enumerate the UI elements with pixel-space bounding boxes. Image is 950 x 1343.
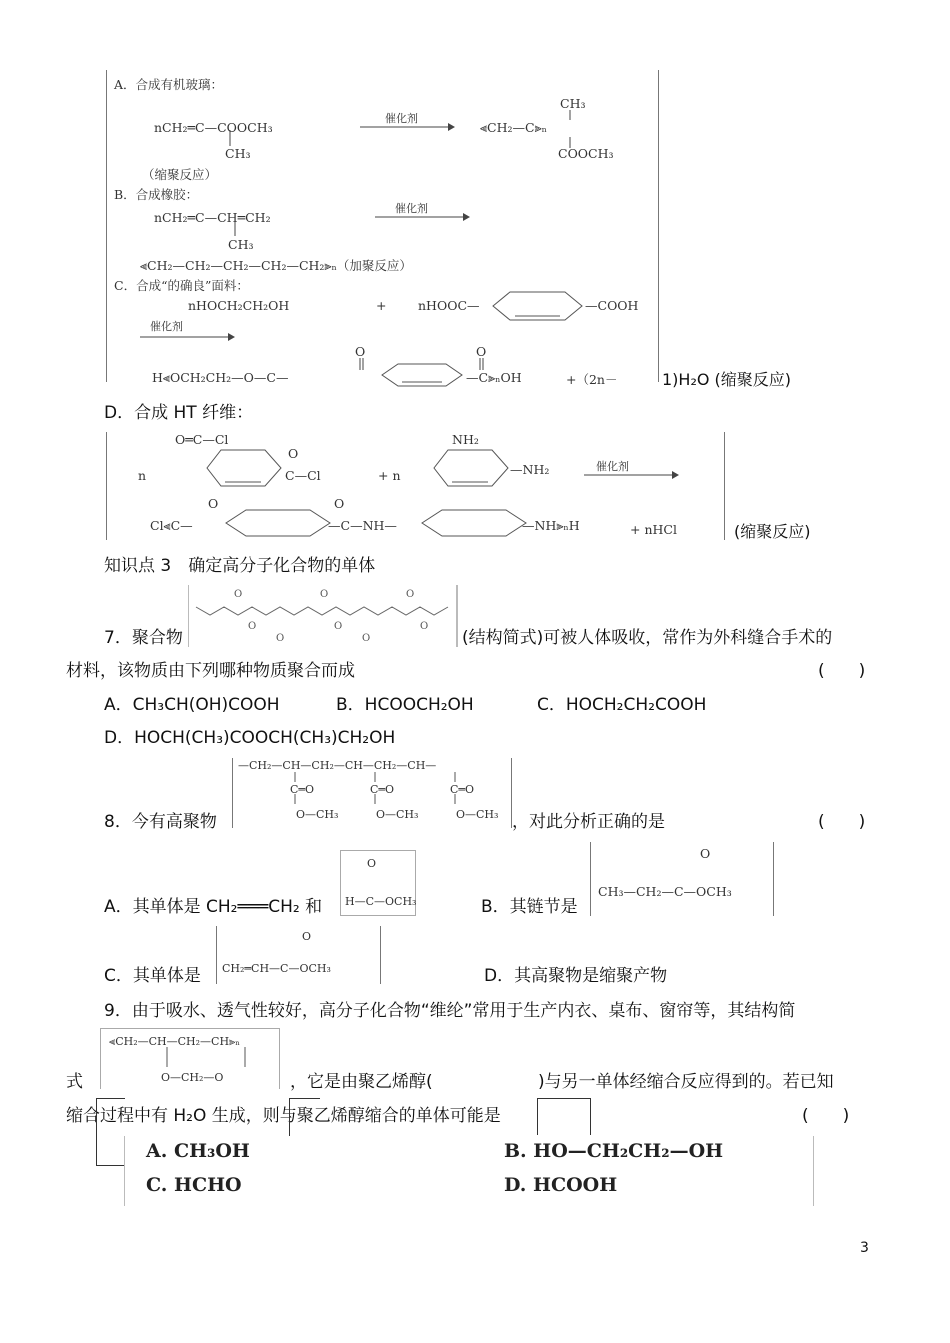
option-d-label: D．合成 HT 纤维： — [104, 403, 254, 423]
scan-frame-right — [537, 1098, 591, 1135]
fig-d-product3: —NH⫸ₙH — [522, 518, 580, 533]
svg-text:O: O — [420, 621, 429, 632]
page-number: 3 — [860, 1240, 869, 1256]
q8-och3-2: O—CH₃ — [376, 808, 419, 821]
fig-d-r2-top: NH₂ — [452, 432, 479, 447]
svg-text:O: O — [406, 589, 415, 600]
benzene-ring-icon — [490, 290, 585, 322]
fig-d-r1-o: O — [288, 446, 299, 461]
q7-option-a: A．CH₃CH(OH)COOH — [104, 695, 280, 715]
fig-a-product-top: CH₃ — [560, 96, 586, 111]
fig-b-catalyst: 催化剂 — [395, 202, 428, 215]
q8-c-border-right — [380, 926, 381, 984]
fig-c-title: C．合成“的确良”面料： — [114, 278, 249, 293]
q7-option-b: B．HCOOCH₂OH — [336, 695, 474, 715]
fig-a-title: A．合成有机玻璃： — [114, 77, 224, 92]
q8-struct-border-left — [232, 758, 233, 828]
fig-c-o2: O — [476, 344, 487, 359]
fig-d-o-left: O — [208, 496, 219, 511]
q8-co-1: C═O — [290, 783, 315, 796]
fig-c-product: H⫷OCH₂CH₂—O—C— — [152, 370, 289, 385]
q9-mid: ，它是由聚乙烯醇( — [290, 1072, 433, 1092]
q8-prefix: 8．今有高聚物 — [104, 812, 217, 832]
q8-b-o: O — [700, 846, 711, 861]
q9-option-a: A. CH₃OH — [146, 1140, 250, 1162]
q8-a-o: O — [367, 857, 377, 870]
q8-option-a: A．其单体是 CH₂═══CH₂ 和 — [104, 897, 323, 917]
q8-co-2: C═O — [370, 783, 395, 796]
fig-d-r1-mid: C—Cl — [285, 468, 321, 483]
benzene-ring-icon — [418, 508, 530, 538]
fig-a-arrow — [360, 122, 455, 132]
q8-suffix: ，对此分析正确的是 — [512, 812, 665, 832]
q7-prefix: 7．聚合物 — [104, 628, 183, 648]
q7-answer-paren: ( ) — [818, 661, 866, 681]
scan-frame-mid — [289, 1098, 292, 1136]
fig-d-byproduct: + nHCl — [630, 522, 677, 537]
q8-b-border-left — [590, 842, 591, 916]
q8-och3-1: O—CH₃ — [296, 808, 339, 821]
fig-b-branch-bond — [230, 222, 240, 238]
q9-structure — [100, 1028, 280, 1089]
fig-c-reactant1: nHOCH₂CH₂OH — [188, 298, 290, 313]
fig-d-r2-mid: —NH₂ — [510, 462, 550, 477]
q8-answer-paren: ( ) — [818, 812, 866, 832]
fig-b-reactant-sub: CH₃ — [228, 237, 254, 252]
fig-a-product: ⫷CH₂—C⫸ₙ — [480, 120, 548, 135]
svg-text:O: O — [234, 589, 243, 600]
fig-d-arrow — [584, 470, 679, 480]
q9-line3: 缩合过程中有 H₂O 生成，则与聚乙烯醇缩合的单体可能是 — [66, 1106, 501, 1126]
q7-polymer-structure — [188, 585, 458, 647]
scan-frame-mid-top — [290, 1098, 320, 1099]
q8-option-c: C．其单体是 — [104, 966, 201, 986]
figure-d-border-left — [106, 432, 107, 540]
figure-d-border-right — [724, 432, 725, 540]
fig-c-extra: +（2n－ — [566, 372, 618, 387]
q8-c-border-left — [216, 926, 217, 984]
fig-b-product: ⫷CH₂—CH₂—CH₂—CH₂—CH₂⫸ₙ（加聚反应） — [140, 258, 412, 273]
fig-a-branch-bond — [215, 130, 235, 148]
fig-d-plus-n: + n — [378, 468, 401, 483]
fig-d-r1-top: O═C—Cl — [175, 432, 229, 447]
benzene-ring-icon — [380, 362, 465, 388]
q9-line1: 9．由于吸水、透气性较好，高分子化合物“维纶”常用于生产内衣、桌布、窗帘等，其结构简 — [104, 1001, 796, 1021]
fig-c-reactant2a: nHOOC— — [418, 298, 480, 313]
fig-b-reactant: nCH₂═C—CH═CH₂ — [154, 210, 271, 225]
q7-option-c: C．HOCH₂CH₂COOH — [537, 695, 707, 715]
fig-d-catalyst: 催化剂 — [596, 460, 629, 473]
q9-option-c: C. HCHO — [146, 1174, 242, 1196]
svg-text:O: O — [320, 589, 329, 600]
fig-d-product: Cl⫷C— — [150, 518, 193, 533]
fig-c-reactant2b: —COOH — [585, 298, 639, 313]
figure-border-left — [106, 70, 107, 382]
q7-line2: 材料，该物质由下列哪种物质聚合而成 — [66, 661, 355, 681]
fig-a-product-bonds — [565, 110, 575, 150]
q8-och3-3: O—CH₃ — [456, 808, 499, 821]
q9-answer-paren: ( ) — [802, 1106, 850, 1126]
fig-a-reactant: nCH₂═C—COOCH₃ — [154, 120, 273, 135]
fig-c-product2: —C⫸ₙOH — [466, 370, 522, 385]
q9-struct-bottom: O—CH₂—O — [161, 1071, 224, 1084]
fig-c-o1: O — [355, 344, 366, 359]
q8-option-d: D．其高聚物是缩聚产物 — [484, 966, 668, 986]
fig-a-note: （缩聚反应） — [142, 167, 218, 182]
section-heading: 知识点 3 确定高分子化合物的单体 — [104, 556, 376, 576]
q8-a-struct: H—C—OCH₃ — [345, 895, 417, 908]
figure-border-right — [658, 70, 659, 382]
q9-struct-top: ⫷CH₂—CH—CH₂—CH⫸ₙ — [109, 1035, 241, 1048]
q8-struct-top: —CH₂—CH—CH₂—CH—CH₂—CH— — [238, 759, 437, 772]
fig-b-arrow — [375, 212, 470, 222]
q9-option-b: B. HO—CH₂CH₂—OH — [504, 1140, 724, 1162]
fig-b-title: B．合成橡胶： — [114, 187, 199, 202]
q9-options-border-left — [124, 1136, 125, 1206]
q7-option-d: D．HOCH(CH₃)COOCH(CH₃)CH₂OH — [104, 728, 396, 748]
svg-text:O: O — [248, 621, 257, 632]
q8-option-a-structure — [340, 850, 416, 916]
fig-c-catalyst: 催化剂 — [150, 320, 183, 333]
fig-c-plus: + — [376, 298, 387, 313]
fig-d-n: n — [138, 468, 147, 483]
q9-struct-bonds — [161, 1047, 251, 1071]
q8-c-struct: CH₂═CH—C—OCH₃ — [222, 962, 331, 975]
q8-option-b: B．其链节是 — [481, 897, 578, 917]
scan-frame-left — [96, 1098, 125, 1166]
benzene-ring-icon — [222, 508, 334, 538]
benzene-ring-icon — [432, 448, 512, 490]
q9-mid2: )与另一单体经缩合反应得到的。若已知 — [538, 1072, 834, 1092]
fig-d-product2: —C—NH— — [328, 518, 397, 533]
fig-d-o-right: O — [334, 496, 345, 511]
fig-a-catalyst: 催化剂 — [385, 112, 418, 125]
q8-b-border-right — [773, 842, 774, 916]
q8-b-struct: CH₃—CH₂—C—OCH₃ — [598, 884, 732, 899]
q9-options-border-right — [813, 1136, 814, 1206]
svg-text:O: O — [334, 621, 343, 632]
q7-suffix: (结构简式)可被人体吸收，常作为外科缝合手术的 — [462, 628, 833, 648]
benzene-ring-icon — [205, 448, 285, 490]
svg-text:O: O — [362, 633, 371, 644]
q9-prefix: 式 — [66, 1072, 83, 1092]
fig-d-note: (缩聚反应) — [734, 522, 811, 541]
svg-text:O: O — [276, 633, 285, 644]
fig-c-tail: 1)H₂O (缩聚反应) — [662, 370, 792, 389]
q9-option-d: D. HCOOH — [504, 1174, 618, 1196]
q8-c-o: O — [302, 930, 312, 943]
fig-a-reactant-sub: CH₃ — [225, 146, 251, 161]
q8-co-3: C═O — [450, 783, 475, 796]
fig-a-product-bottom: COOCH₃ — [558, 146, 614, 161]
fig-c-arrow — [140, 332, 235, 342]
